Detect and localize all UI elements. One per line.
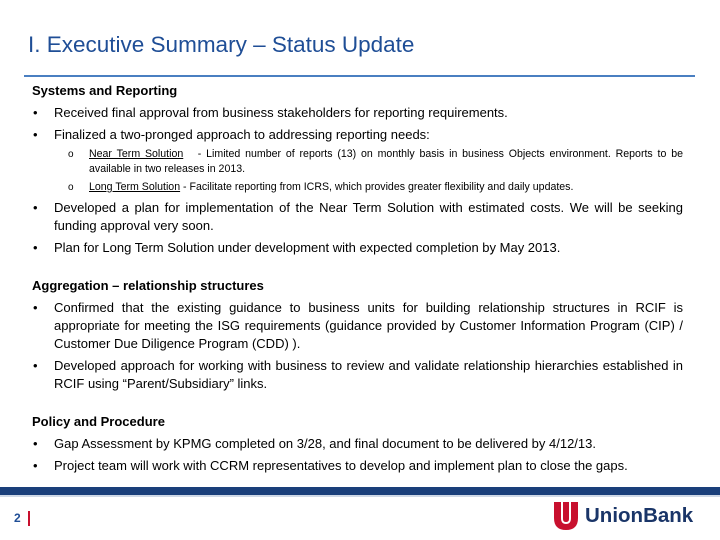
bullet-item: • Confirmed that the existing guidance to business units for building relationship structures in RCIF is appropriate for meeting the ISG requirements (guidance provided by Customer Information Program (CIP) / Customer Due Diligence Program (CDD) ). <box>33 300 683 351</box>
bullet-icon: • <box>33 240 38 255</box>
bullet-item: • Plan for Long Term Solution under development with expected completion by May 2013. <box>33 240 561 255</box>
footer-band <box>0 487 720 495</box>
bullet-item: • Gap Assessment by KPMG completed on 3/28, and final document to be delivered by 4/12/13. <box>33 436 596 451</box>
bullet-item: • Finalized a two-pronged approach to addressing reporting needs: <box>33 127 430 142</box>
long-term-solution-link: Long Term Solution <box>89 181 181 193</box>
bullet-icon: • <box>33 458 38 473</box>
bullet-item: • Developed a plan for implementation of the Near Term Solution with estimated costs. We will be seeking funding approval very soon. <box>33 200 683 233</box>
unionbank-logo-icon <box>551 500 581 532</box>
section-heading-policy: Policy and Procedure <box>32 414 165 429</box>
page-number: 2 <box>14 511 21 525</box>
bullet-item: • Received final approval from business stakeholders for reporting requirements. <box>33 105 508 120</box>
section-heading-aggregation: Aggregation – relationship structures <box>32 278 264 293</box>
title-underline <box>24 75 695 77</box>
sub-bullet-item: o Long Term Solution - Facilitate reporting from ICRS, which provides greater flexibility and daily updates. <box>68 181 574 193</box>
sub-bullet-item: o Near Term Solution - Limited number of reports (13) on monthly basis in business Objects environment. Reports to be available in two releases in 2013. <box>68 148 683 175</box>
logo-wordmark: UnionBank <box>585 504 694 527</box>
bullet-item: • Developed approach for working with business to review and validate relationship hierarchies established in RCIF using “Parent/Subsidiary” links. <box>33 358 683 391</box>
section-heading-reporting: Systems and Reporting <box>32 83 178 98</box>
bullet-icon: • <box>33 127 38 142</box>
bullet-icon: • <box>33 436 38 451</box>
slide-body <box>32 82 683 475</box>
slide-title: I. Executive Summary – Status Update <box>28 32 415 57</box>
unionbank-logo <box>551 500 711 532</box>
bullet-icon: • <box>33 358 38 373</box>
bullet-icon: • <box>33 200 38 215</box>
bullet-icon: • <box>33 300 38 315</box>
sub-bullet-icon: o <box>68 149 74 160</box>
bullet-item: • Project team will work with CCRM representatives to develop and implement plan to close the gaps. <box>33 458 628 473</box>
footer-band-shadow <box>0 495 720 497</box>
bullet-icon: • <box>33 105 38 120</box>
page-number-divider <box>28 511 30 526</box>
sub-bullet-icon: o <box>68 182 74 193</box>
near-term-solution-link: Near Term Solution <box>89 148 184 160</box>
